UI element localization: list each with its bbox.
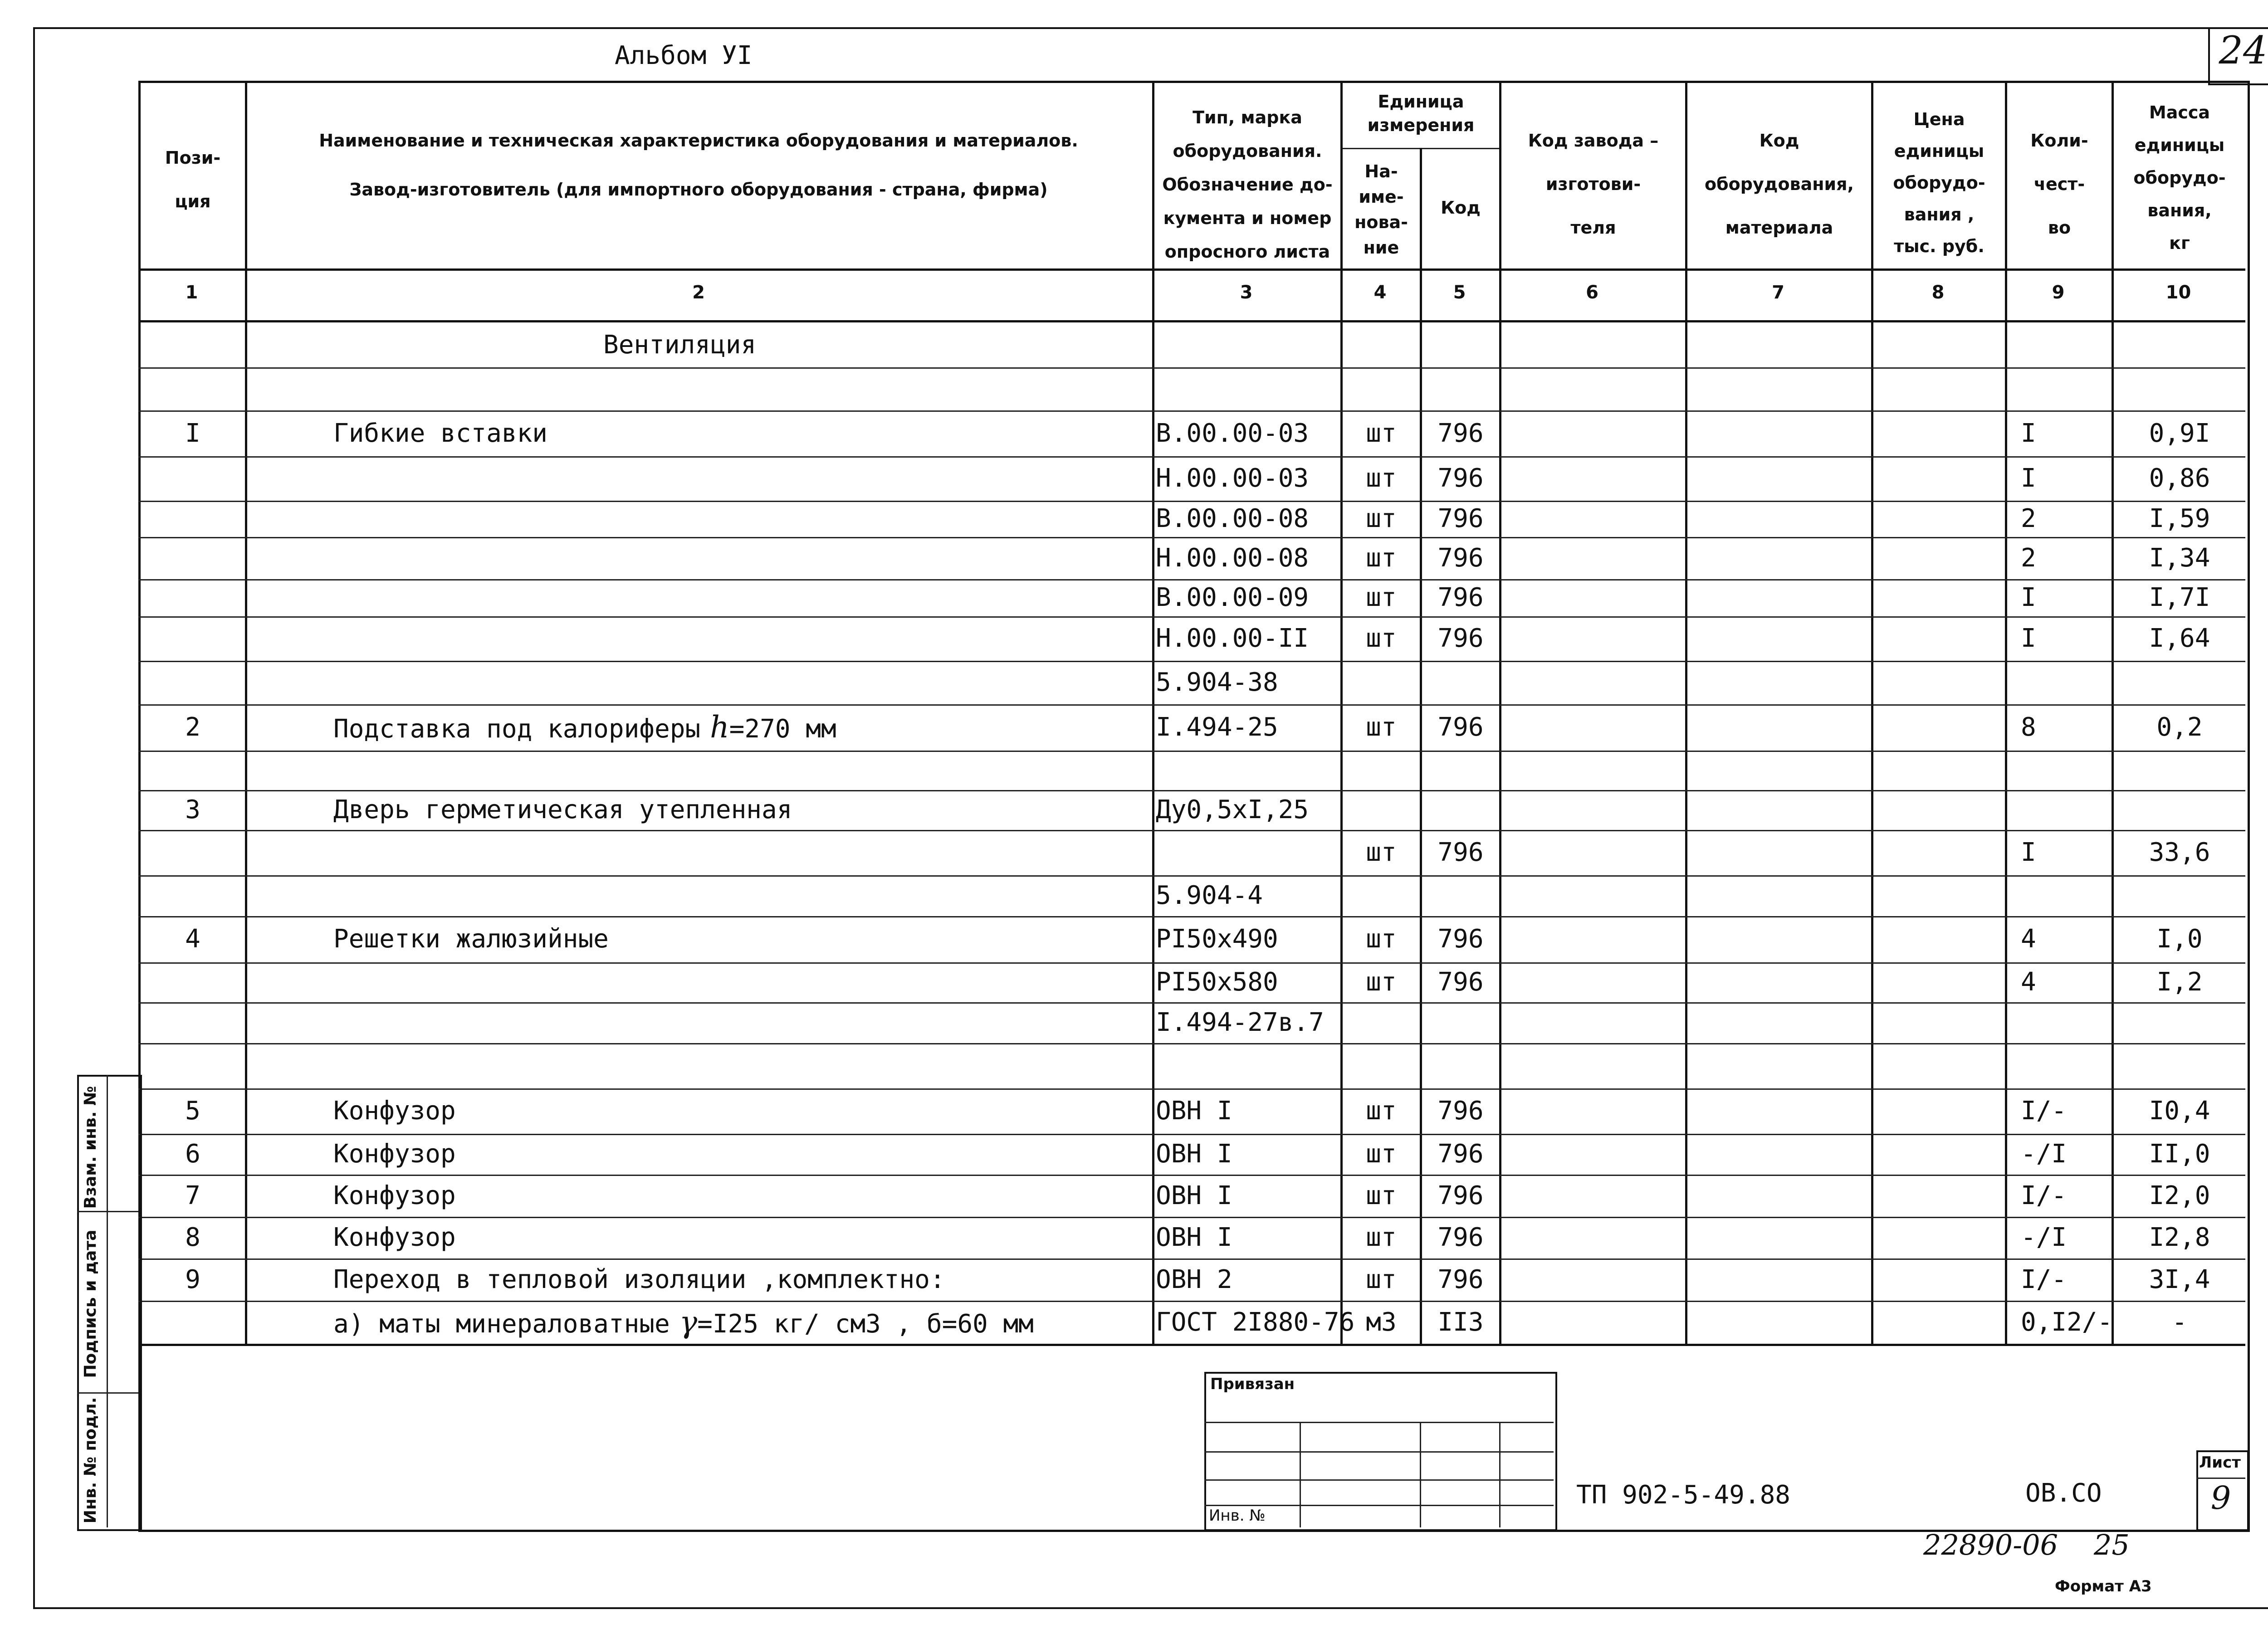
cell-mass: I,7I: [2149, 583, 2210, 612]
cell-mass: 3I,4: [2149, 1264, 2210, 1294]
col-number-7: 7: [1772, 282, 1784, 303]
cell-pos: I: [185, 418, 200, 448]
cell-code: 796: [1437, 1096, 1484, 1126]
row-separator: [138, 367, 2245, 369]
side-label-vzam: Взам. инв. №: [81, 1086, 100, 1209]
cell-code: 796: [1437, 1139, 1484, 1169]
cell-pos: 8: [185, 1223, 200, 1252]
col-number-2: 2: [692, 282, 705, 303]
header-bottom-line: [138, 268, 2245, 271]
row-separator: [138, 1043, 2245, 1044]
header-type: Тип, марка оборудования. Обозначение до- кумента и номер опросного листа: [1162, 107, 1333, 262]
side-stamp-divider: [107, 1075, 108, 1527]
cell-pos: 3: [185, 795, 200, 824]
row-separator: [138, 1301, 2245, 1302]
cell-name: Конфузор: [333, 1139, 456, 1169]
cell-name: а) маты минераловатные γ=I25 кг/ см3 , б=60 мм: [333, 1304, 1034, 1340]
cell-type: 5.904-38: [1156, 668, 1278, 697]
col-number-5: 5: [1453, 282, 1466, 303]
cell-type: ОВН I: [1156, 1096, 1232, 1126]
cell-qty: 2: [2021, 543, 2036, 573]
header-name-line1: Наименование и техническая характеристика оборудования и материалов.: [319, 131, 1078, 151]
cell-qty: 2: [2021, 504, 2036, 533]
name-suffix: =I25 кг/ см3 , б=60 мм: [697, 1309, 1034, 1339]
cell-unit: шт: [1366, 967, 1397, 997]
cell-unit: шт: [1366, 1139, 1397, 1169]
col-line-7: [1871, 81, 1873, 1346]
cell-qty: 4: [2021, 924, 2036, 954]
cell-qty: I: [2021, 838, 2036, 867]
cell-type: ГОСТ 2I880-76: [1156, 1307, 1355, 1337]
cell-type: ОВН 2: [1156, 1264, 1232, 1294]
cell-type: Н.00.00-03: [1156, 463, 1309, 493]
cell-name: Вентиляция: [603, 330, 757, 360]
cell-name: Конфузор: [333, 1180, 456, 1210]
header-equipment-code: Код оборудования, материала: [1705, 131, 1854, 238]
side-label-inv: Инв. № подл.: [81, 1397, 100, 1524]
cell-mass: I,34: [2149, 543, 2210, 573]
cell-qty: 0,I2/-: [2021, 1307, 2113, 1337]
col-number-3: 3: [1240, 282, 1253, 303]
cell-mass: 0,2: [2156, 712, 2203, 742]
col-number-6: 6: [1586, 282, 1598, 303]
header-position: Пози- ция: [165, 148, 221, 211]
cell-code: 796: [1437, 967, 1484, 997]
privyazan-line-3: [1204, 1479, 1554, 1481]
list-number: 9: [2210, 1479, 2231, 1517]
header-name-line2: Завод-изготовитель (для импортного оборудования - страна, фирма): [349, 180, 1048, 200]
row-separator: [138, 1002, 2245, 1004]
cell-code: 796: [1437, 924, 1484, 954]
cell-pos: 9: [185, 1264, 200, 1294]
colnum-bottom-line: [138, 320, 2245, 322]
col-line-8: [2005, 81, 2007, 1346]
row-separator: [138, 830, 2245, 831]
cell-mass: I0,4: [2149, 1096, 2210, 1126]
cell-mass: 33,6: [2149, 838, 2210, 867]
row-separator: [138, 916, 2245, 917]
list-label: Лист: [2199, 1454, 2241, 1472]
cell-code: 796: [1437, 838, 1484, 867]
row-separator: [138, 751, 2245, 752]
cell-unit: шт: [1366, 1223, 1397, 1252]
cell-type: В.00.00-08: [1156, 504, 1309, 533]
cell-code: 796: [1437, 504, 1484, 533]
cell-qty: I: [2021, 624, 2036, 653]
cell-code: II3: [1437, 1307, 1484, 1337]
cell-type: ОВН I: [1156, 1223, 1232, 1252]
cell-name: Подставка под калориферы h=270 мм: [333, 710, 836, 745]
cell-type: I.494-25: [1156, 712, 1278, 742]
cell-code: 796: [1437, 712, 1484, 742]
cell-type: В.00.00-09: [1156, 583, 1309, 612]
privyazan-label: Привязан: [1210, 1375, 1295, 1393]
cell-qty: -/I: [2021, 1139, 2067, 1169]
cell-pos: 5: [185, 1096, 200, 1126]
cell-qty: I: [2021, 463, 2036, 493]
cell-pos: 7: [185, 1180, 200, 1210]
name-suffix: =270 мм: [729, 714, 836, 744]
cell-unit: шт: [1366, 1180, 1397, 1210]
doc-code: ТП 902-5-49.88: [1576, 1480, 1791, 1510]
cell-type: Ду0,5хI,25: [1156, 795, 1309, 824]
cell-qty: -/I: [2021, 1223, 2067, 1252]
col-line-5: [1499, 81, 1501, 1346]
cell-mass: I2,0: [2149, 1180, 2210, 1210]
cell-qty: I: [2021, 583, 2036, 612]
cell-unit: шт: [1366, 463, 1397, 493]
privyazan-vline-1: [1300, 1422, 1301, 1527]
inv-no-label: Инв. №: [1209, 1507, 1266, 1525]
cell-type: В.00.00-03: [1156, 418, 1309, 448]
row-separator: [138, 962, 2245, 964]
cell-unit: шт: [1366, 1264, 1397, 1294]
cell-code: 796: [1437, 1264, 1484, 1294]
cell-qty: I/-: [2021, 1264, 2067, 1294]
row-separator: [138, 537, 2245, 538]
cell-pos: 2: [185, 712, 200, 742]
side-label-podpis: Подпись и дата: [81, 1229, 100, 1378]
page-corner-number: 24: [2219, 28, 2268, 73]
cell-unit: шт: [1366, 924, 1397, 954]
row-separator: [138, 1088, 2245, 1090]
col-number-8: 8: [1931, 282, 1945, 303]
cell-code: 796: [1437, 624, 1484, 653]
cell-name: Конфузор: [333, 1223, 456, 1252]
row-separator: [138, 1258, 2245, 1260]
cell-unit: шт: [1366, 1096, 1397, 1126]
format-label: Формат А3: [2055, 1577, 2152, 1595]
cell-unit: шт: [1366, 583, 1397, 612]
header-mass: Масса единицы оборудо- вания, кг: [2133, 102, 2226, 253]
cell-mass: 0,9I: [2149, 418, 2210, 448]
row-separator: [138, 1175, 2245, 1176]
row-separator: [138, 875, 2245, 877]
cell-type: РI50х580: [1156, 967, 1278, 997]
name-symbol: γ: [670, 1304, 698, 1340]
col-number-10: 10: [2165, 282, 2191, 303]
cell-code: 796: [1437, 543, 1484, 573]
album-label: Альбом УI: [615, 41, 753, 70]
cell-name: Гибкие вставки: [333, 418, 548, 448]
privyazan-line-1: [1204, 1422, 1554, 1423]
row-separator: [138, 456, 2245, 458]
header-unit-code: Код: [1441, 198, 1481, 218]
col-line-6: [1685, 81, 1687, 1346]
cell-mass: -: [2172, 1307, 2187, 1337]
privyazan-line-4: [1204, 1505, 1554, 1506]
cell-type: Н.00.00-08: [1156, 543, 1309, 573]
privyazan-vline-2: [1420, 1422, 1421, 1527]
header-unit-group: Единица измерения: [1367, 92, 1475, 135]
col-line-1: [245, 81, 247, 1346]
row-separator: [138, 501, 2245, 502]
section-code: ОВ.СО: [2025, 1478, 2102, 1508]
row-separator: [138, 579, 2245, 580]
cell-code: 796: [1437, 1180, 1484, 1210]
row-separator: [138, 790, 2245, 791]
cell-type: I.494-27в.7: [1156, 1008, 1324, 1037]
col-number-4: 4: [1374, 282, 1387, 303]
cell-name: Решетки жалюзийные: [333, 924, 609, 954]
cell-mass: II,0: [2149, 1139, 2210, 1169]
cell-mass: I,2: [2156, 967, 2203, 997]
privyazan-vline-3: [1499, 1422, 1501, 1527]
cell-type: 5.904-4: [1156, 881, 1263, 910]
row-separator: [138, 1217, 2245, 1218]
cell-unit: шт: [1366, 543, 1397, 573]
cell-qty: I: [2021, 418, 2036, 448]
row-separator: [138, 410, 2245, 412]
header-unit-name: На- име- нова- ние: [1354, 161, 1408, 258]
cell-pos: 4: [185, 924, 200, 954]
cell-type: ОВН I: [1156, 1180, 1232, 1210]
col-number-9: 9: [2052, 282, 2065, 303]
cell-mass: I,59: [2149, 504, 2210, 533]
cell-name: Конфузор: [333, 1096, 456, 1126]
cell-mass: 0,86: [2149, 463, 2210, 493]
cell-code: 796: [1437, 583, 1484, 612]
privyazan-line-2: [1204, 1451, 1554, 1453]
body-bottom-line: [138, 1344, 2245, 1346]
cell-unit: шт: [1366, 418, 1397, 448]
row-separator: [138, 1134, 2245, 1135]
col-line-2: [1152, 81, 1154, 1346]
list-box-line: [2196, 1478, 2245, 1479]
row-separator: [138, 704, 2245, 706]
cell-unit: шт: [1366, 838, 1397, 867]
col-number-1: 1: [185, 282, 198, 303]
cell-qty: 8: [2021, 712, 2036, 742]
cell-qty: I/-: [2021, 1096, 2067, 1126]
handwritten-number: 22890-06 25: [1923, 1528, 2130, 1561]
header-price: Цена единицы оборудо- вания , тыс. руб.: [1893, 109, 1985, 256]
row-separator: [138, 661, 2245, 662]
name-symbol: h: [700, 710, 729, 745]
cell-unit: шт: [1366, 712, 1397, 742]
cell-mass: I2,8: [2149, 1223, 2210, 1252]
row-separator: [138, 616, 2245, 618]
cell-unit: м3: [1366, 1307, 1397, 1337]
cell-name: Дверь герметическая утепленная: [333, 795, 792, 824]
cell-type: РI50х490: [1156, 924, 1278, 954]
cell-unit: шт: [1366, 504, 1397, 533]
cell-type: Н.00.00-II: [1156, 624, 1309, 653]
cell-mass: I,0: [2156, 924, 2203, 954]
cell-code: 796: [1437, 463, 1484, 493]
cell-mass: I,64: [2149, 624, 2210, 653]
header-quantity: Коли- чест- во: [2030, 131, 2088, 238]
cell-code: 796: [1437, 1223, 1484, 1252]
cell-qty: 4: [2021, 967, 2036, 997]
cell-type: ОВН I: [1156, 1139, 1232, 1169]
cell-qty: I/-: [2021, 1180, 2067, 1210]
cell-pos: 6: [185, 1139, 200, 1169]
cell-name: Переход в тепловой изоляции ,комплектно:: [333, 1264, 945, 1294]
cell-code: 796: [1437, 418, 1484, 448]
header-factory-code: Код завода – изготови- теля: [1528, 131, 1659, 238]
cell-unit: шт: [1366, 624, 1397, 653]
